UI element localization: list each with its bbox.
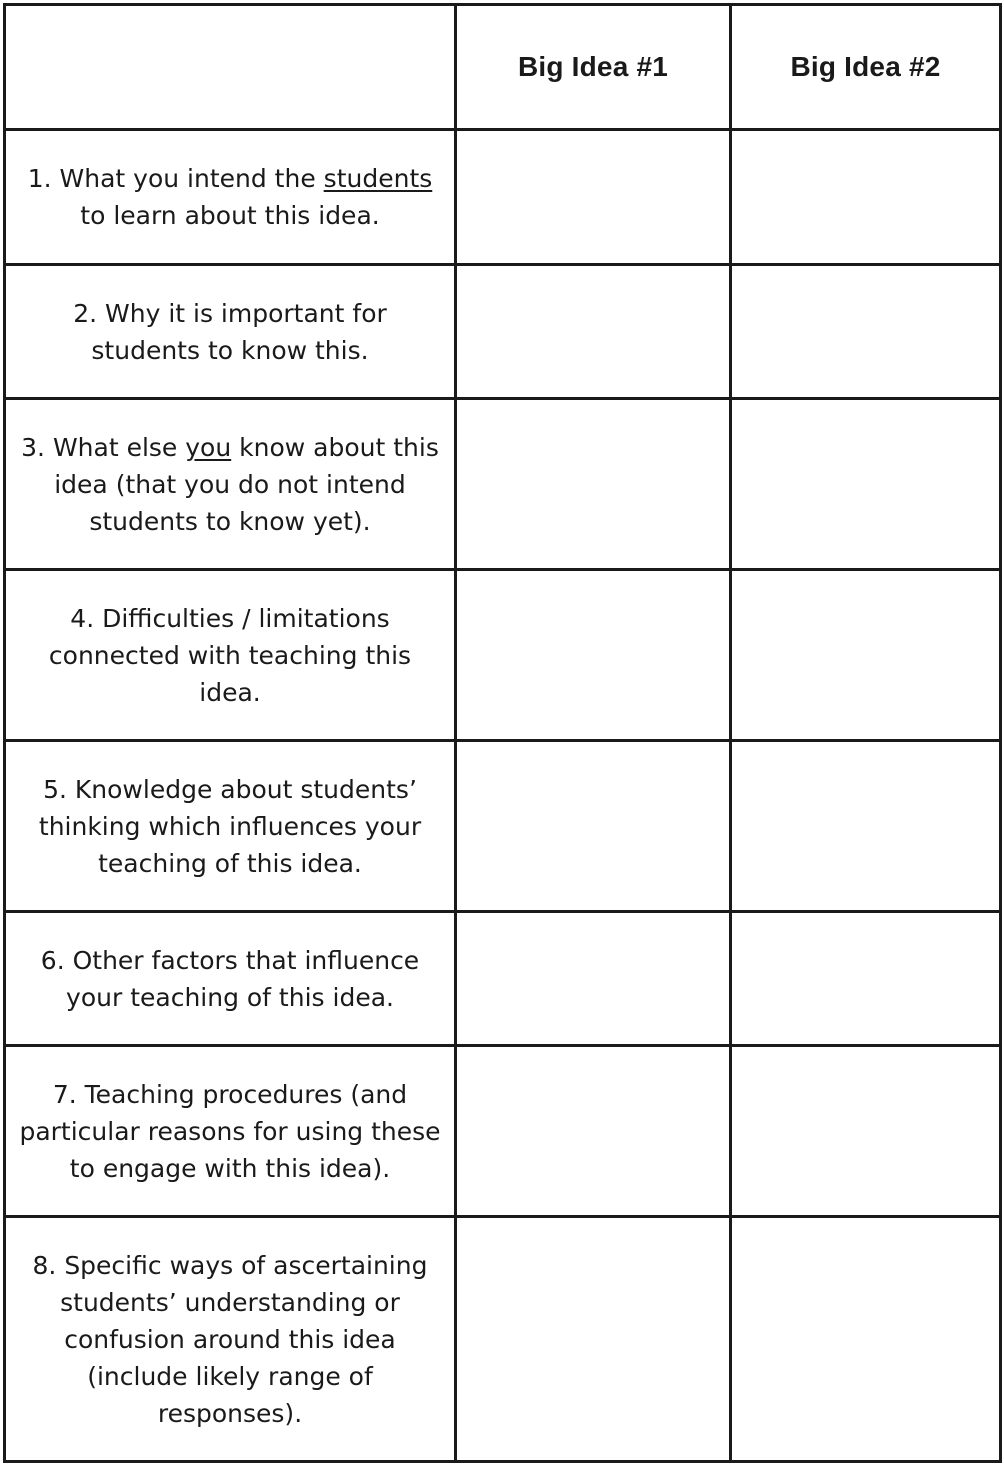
question-text: 8. Specific ways of ascertaining students’ understanding or confusion around this idea (include likely range of responses).	[32, 1250, 428, 1428]
question-text: 6. Other factors that influence your teaching of this idea.	[40, 945, 420, 1012]
table-row	[5, 130, 1001, 265]
header-row	[5, 5, 1001, 130]
question-cell	[5, 570, 456, 741]
answer-cell-big-idea-2[interactable]	[731, 265, 1001, 399]
answer-cell-big-idea-1[interactable]	[456, 265, 731, 399]
question-cell	[5, 130, 456, 265]
header-big-idea-2: Big Idea #2	[731, 5, 1001, 130]
table-row	[5, 399, 1001, 570]
answer-cell-big-idea-1[interactable]	[456, 741, 731, 912]
answer-cell-big-idea-2[interactable]	[731, 570, 1001, 741]
answer-cell-big-idea-2[interactable]	[731, 1217, 1001, 1462]
question-cell	[5, 741, 456, 912]
answer-cell-big-idea-1[interactable]	[456, 1217, 731, 1462]
header-big-idea-1: Big Idea #1	[456, 5, 731, 130]
question-text: 7. Teaching procedures (and particular reasons for using these to engage with this idea).	[19, 1079, 441, 1183]
table-row	[5, 741, 1001, 912]
table-row	[5, 1217, 1001, 1462]
answer-cell-big-idea-1[interactable]	[456, 912, 731, 1046]
question-cell	[5, 399, 456, 570]
answer-cell-big-idea-1[interactable]	[456, 399, 731, 570]
question-text: 2. Why it is important for students to know this.	[73, 298, 387, 365]
answer-cell-big-idea-1[interactable]	[456, 570, 731, 741]
question-cell	[5, 265, 456, 399]
answer-cell-big-idea-2[interactable]	[731, 130, 1001, 265]
table-row	[5, 912, 1001, 1046]
table-row	[5, 1046, 1001, 1217]
question-cell	[5, 1217, 456, 1462]
answer-cell-big-idea-2[interactable]	[731, 1046, 1001, 1217]
question-cell	[5, 1046, 456, 1217]
table-row	[5, 570, 1001, 741]
question-text: 5. Knowledge about students’ thinking which influences your teaching of this idea.	[38, 774, 422, 878]
header-blank-cell	[5, 5, 456, 130]
answer-cell-big-idea-2[interactable]	[731, 912, 1001, 1046]
question-text: 4. Difficulties / limitations connected with teaching this idea.	[48, 603, 412, 707]
answer-cell-big-idea-2[interactable]	[731, 741, 1001, 912]
answer-cell-big-idea-1[interactable]	[456, 1046, 731, 1217]
question-cell	[5, 912, 456, 1046]
question-text: 1. What you intend the students to learn about this idea.	[27, 164, 433, 230]
answer-cell-big-idea-1[interactable]	[456, 130, 731, 265]
big-ideas-table	[3, 3, 1002, 1463]
table-row	[5, 265, 1001, 399]
question-text: 3. What else you know about this idea (that you do not intend students to know yet).	[21, 432, 439, 536]
answer-cell-big-idea-2[interactable]	[731, 399, 1001, 570]
